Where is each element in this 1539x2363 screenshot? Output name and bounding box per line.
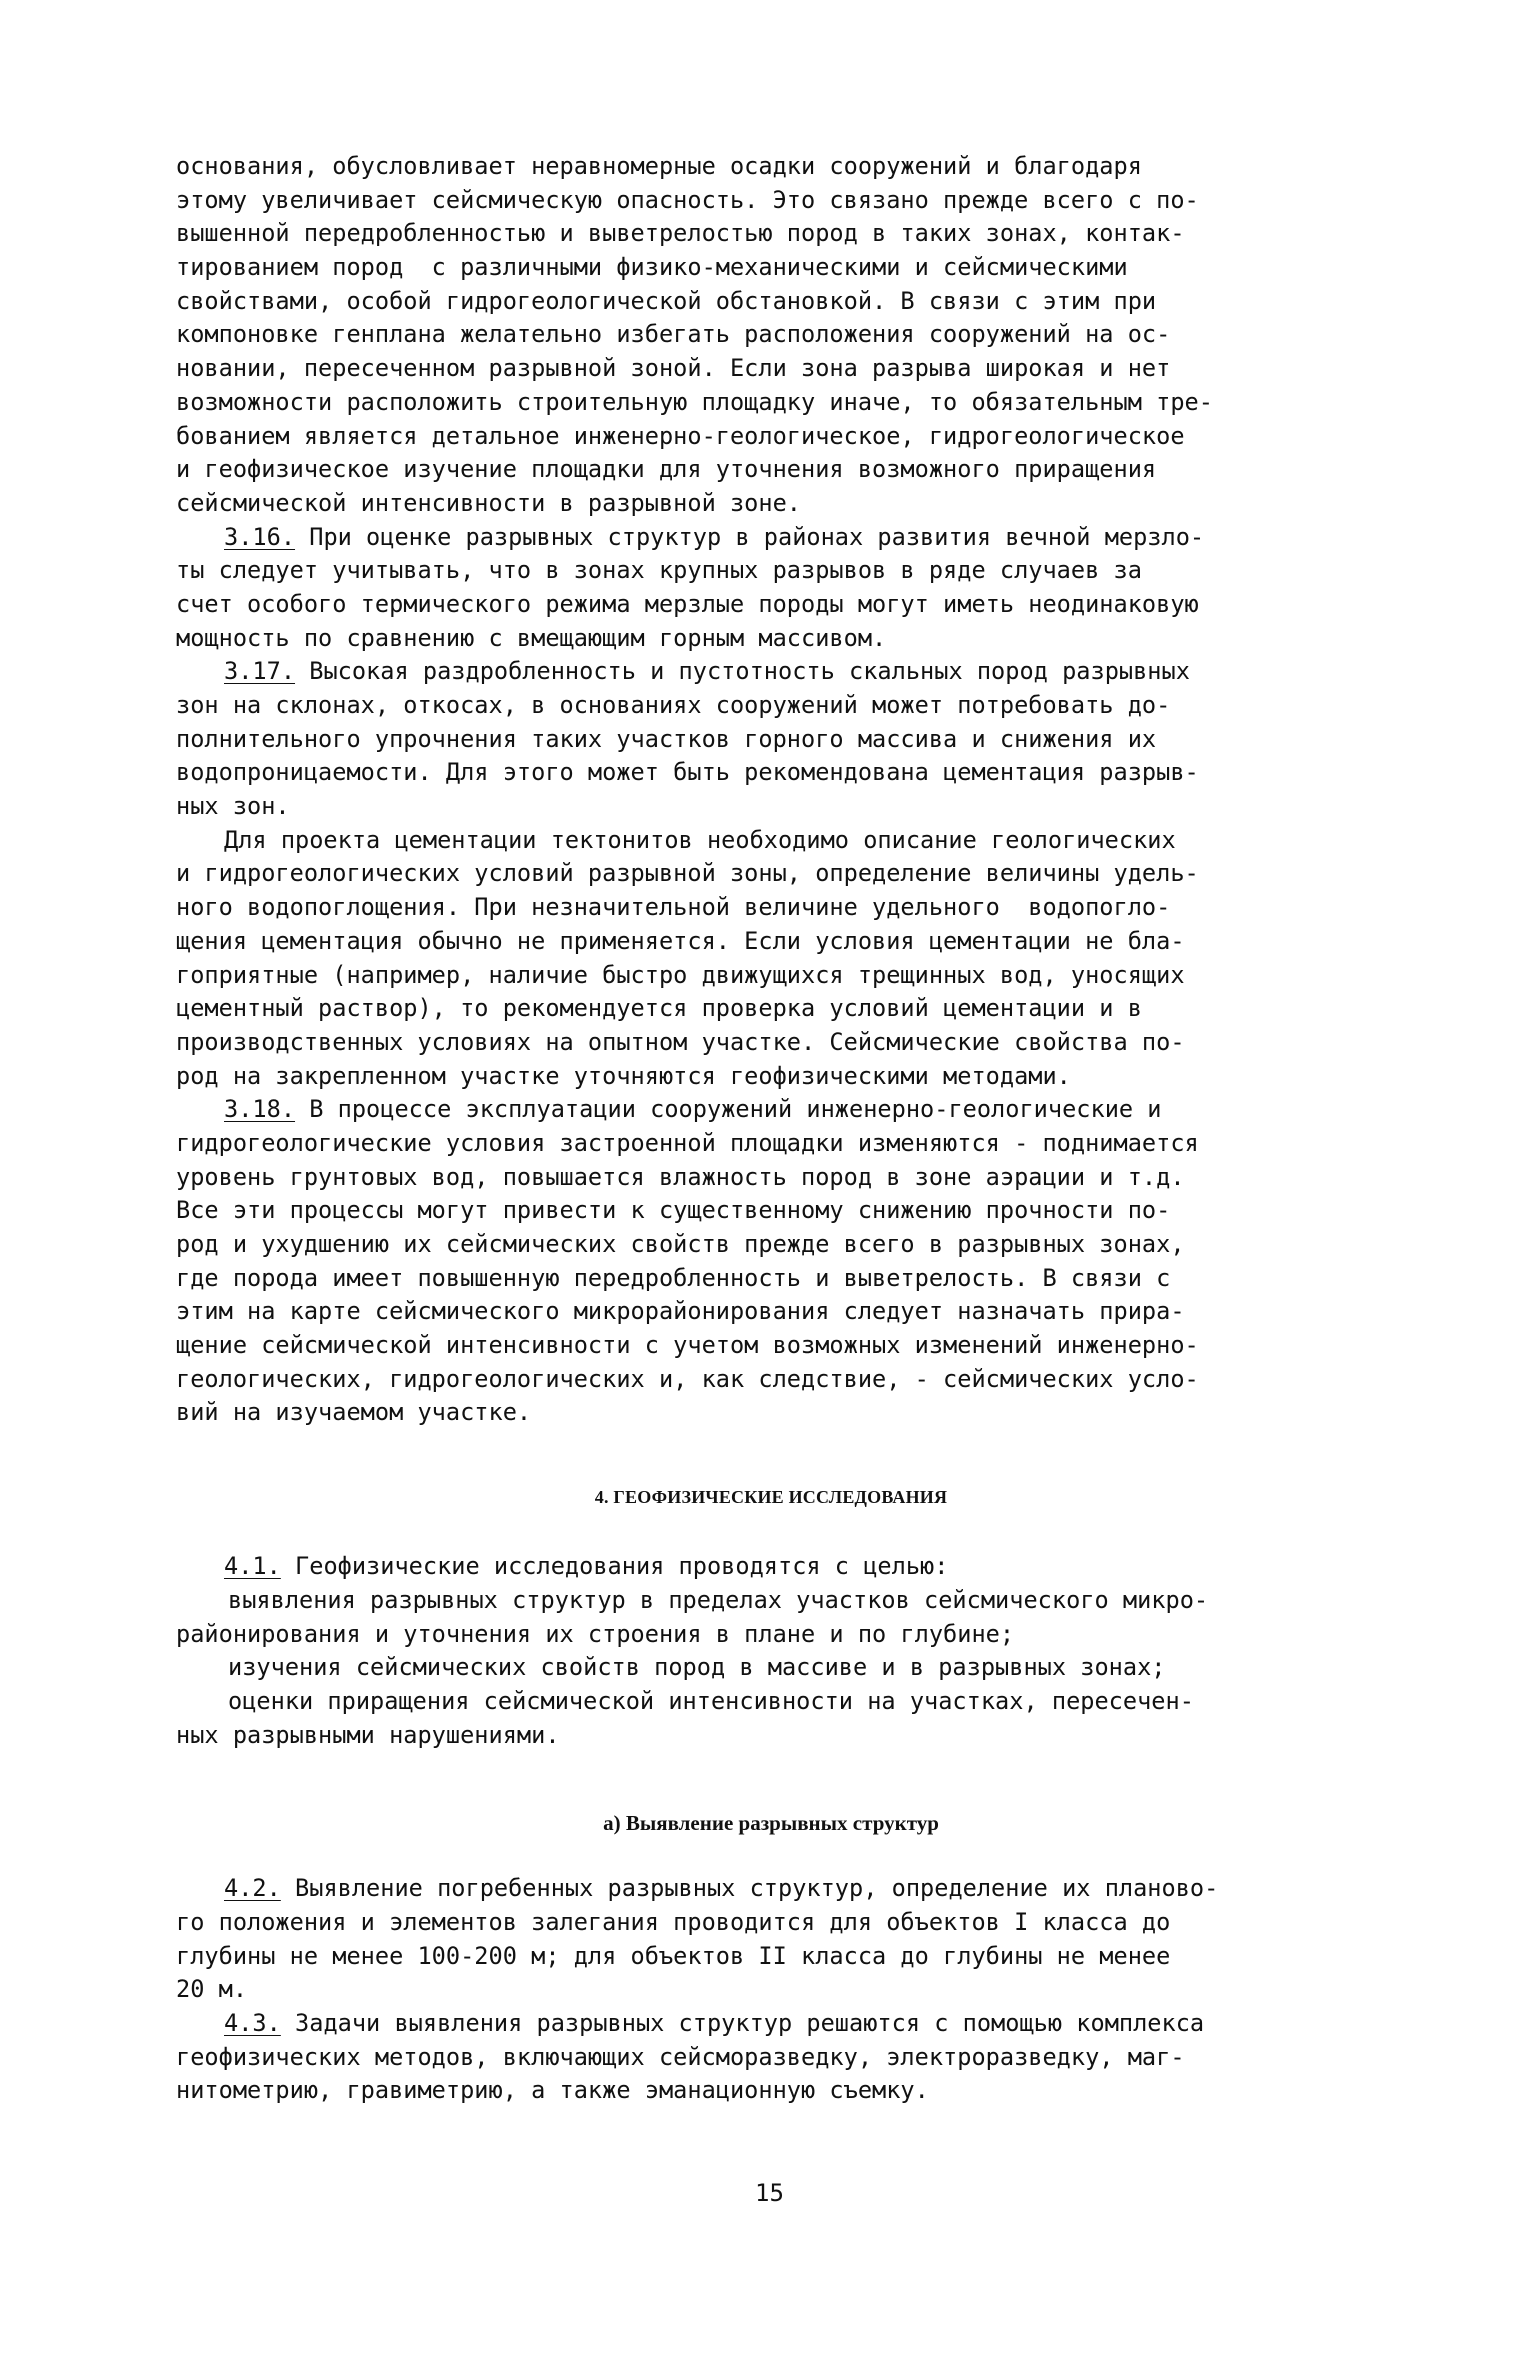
text-line: щение сейсмической интенсивности с учетом возможных изменений инженерно- (176, 1331, 1199, 1360)
paragraph-4-2 (176, 1872, 1366, 2007)
spacer (176, 1512, 1366, 1550)
clause-number: 4.1. (224, 1552, 281, 1581)
spacer (176, 1752, 1366, 1808)
text-line: глубины не менее 100-200 м; для объектов II класса до глубины не менее (176, 1941, 1171, 1970)
paragraph-3-18 (176, 1093, 1366, 1430)
text-line: полнительного упрочнения таких участков горного массива и снижения их (176, 724, 1157, 753)
text-line: производственных условиях на опытном участке. Сейсмические свойства по- (176, 1027, 1185, 1056)
list-item-line: оценки приращения сейсмической интенсивности на участках, пересечен- (228, 1686, 1194, 1715)
text-line: и гидрогеологических условий разрывной зоны, определение величины удель- (176, 859, 1199, 888)
spacer (176, 1838, 1366, 1872)
text-line: род и ухудшению их сейсмических свойств прежде всего в разрывных зонах, (176, 1230, 1185, 1258)
subsection-heading: а) Выявление разрывных структур (603, 1811, 939, 1836)
text-line: тированием пород с различными физико-механическими и сейсмическими (176, 253, 1128, 282)
list-item-line: изучения сейсмических свойств пород в массиве и в разрывных зонах; (228, 1653, 1166, 1682)
text-line (176, 521, 1366, 555)
clause-number: 3.16. (224, 522, 296, 551)
clause-text: Высокая раздробленность и пустотность скальных пород разрывных (295, 657, 1190, 686)
text-line: этому увеличивает сейсмическую опасность. Это связано прежде всего с по- (176, 185, 1199, 214)
clause-text: Задачи выявления разрывных структур решаются с помощью комплекса (280, 2009, 1205, 2037)
text-line: зон на склонах, откосах, в основаниях сооружений может потребовать до- (176, 691, 1171, 719)
text-line: род на закрепленном участке уточняются геофизическими методами. (176, 1061, 1071, 1090)
text-line (176, 1093, 1366, 1127)
text-line: геофизических методов, включающих сейсморазведку, электроразведку, маг- (176, 2042, 1185, 2071)
text-line: уровень грунтовых вод, повышается влажность пород в зоне аэрации и т.д. (176, 1162, 1185, 1191)
clause-number: 3.18. (224, 1095, 296, 1124)
paragraph-4-3 (176, 2007, 1366, 2108)
text-line: бованием является детальное инженерно-геологическое, гидрогеологическое (176, 421, 1185, 450)
text-line: геологических, гидрогеологических и, как следствие, - сейсмических усло- (176, 1364, 1199, 1393)
text-line: возможности расположить строительную площадку иначе, то обязательным тре- (176, 387, 1213, 416)
text-line: ных зон. (176, 792, 290, 821)
text-line: новании, пересеченном разрывной зоной. Если зона разрыва широкая и нет (176, 354, 1171, 383)
text-line: и геофизическое изучение площадки для уточнения возможного приращения (176, 455, 1157, 484)
text-line: вий на изучаемом участке. (176, 1398, 532, 1427)
paragraph-3-17 (176, 655, 1366, 823)
section-heading: 4. ГЕОФИЗИЧЕСКИЕ ИССЛЕДОВАНИЯ (594, 1487, 948, 1508)
clause-text: Выявление погребенных разрывных структур, определение их планово- (280, 1874, 1219, 1903)
document-page (176, 150, 1366, 2108)
text-line (176, 2007, 1366, 2041)
text-line: свойствами, особой гидрогеологической обстановкой. В связи с этим при (176, 286, 1157, 315)
text-line: где порода имеет повышенную передробленность и выветрелость. В связи с (176, 1263, 1171, 1292)
text-line: гидрогеологические условия застроенной площадки изменяются - поднимается (176, 1128, 1199, 1157)
paragraph-4-1 (176, 1550, 1366, 1752)
list-item-line: выявления разрывных структур в пределах участков сейсмического микро- (228, 1585, 1209, 1614)
text-line: гоприятные (например, наличие быстро движущихся трещинных вод, уносящих (176, 960, 1185, 989)
text-line: основания, обусловливает неравномерные осадки сооружений и благодаря (176, 152, 1142, 180)
text-line: ты следует учитывать, что в зонах крупных разрывов в ряде случаев за (176, 556, 1142, 585)
text-line: 20 м. (176, 1975, 248, 2004)
text-line: щения цементация обычно не применяется. Если условия цементации не бла- (176, 926, 1185, 955)
text-line: сейсмической интенсивности в разрывной зоне. (176, 488, 802, 517)
clause-text: При оценке разрывных структур в районах развития вечной мерзло- (295, 522, 1205, 551)
text-line: этим на карте сейсмического микрорайонирования следует назначать прира- (176, 1297, 1185, 1326)
text-line (176, 1550, 1366, 1584)
list-item-line: районирования и уточнения их строения в плане и по глубине; (176, 1619, 1015, 1648)
clause-text: В процессе эксплуатации сооружений инженерно-геологические и (295, 1095, 1162, 1124)
text-line: ного водопоглощения. При незначительной величине удельного водопогло- (176, 893, 1171, 922)
text-line: Все эти процессы могут привести к существенному снижению прочности по- (176, 1196, 1171, 1225)
list-item-line: ных разрывными нарушениями. (176, 1720, 560, 1749)
text-line: водопроницаемости. Для этого может быть рекомендована цементация разрыв- (176, 758, 1199, 787)
spacer (176, 1430, 1366, 1482)
paragraph-intro (176, 150, 1366, 521)
clause-number: 4.3. (224, 2009, 281, 2037)
text-line: нитометрию, гравиметрию, а также эманационную съемку. (176, 2076, 929, 2105)
text-line: го положения и элементов залегания проводится для объектов I класса до (176, 1907, 1171, 1936)
text-line: цементный раствор), то рекомендуется проверка условий цементации и в (176, 994, 1142, 1023)
clause-number: 3.17. (224, 657, 296, 686)
text-line: Для проекта цементации тектонитов необходимо описание геологических (224, 825, 1176, 854)
clause-text: Геофизические исследования проводятся с целью: (280, 1552, 949, 1581)
page-number: 15 (755, 2179, 784, 2207)
paragraph-3-16 (176, 521, 1366, 656)
text-line (176, 655, 1366, 689)
paragraph-cementation (176, 824, 1366, 1094)
text-line (176, 1872, 1366, 1906)
text-line: компоновке генплана желательно избегать расположения сооружений на ос- (176, 320, 1171, 349)
text-line: счет особого термического режима мерзлые породы могут иметь неодинаковую (176, 589, 1199, 618)
clause-number: 4.2. (224, 1874, 281, 1903)
text-line: вышенной передробленностью и выветрелостью пород в таких зонах, контак- (176, 219, 1185, 248)
text-line: мощность по сравнению с вмещающим горным массивом. (176, 623, 887, 652)
